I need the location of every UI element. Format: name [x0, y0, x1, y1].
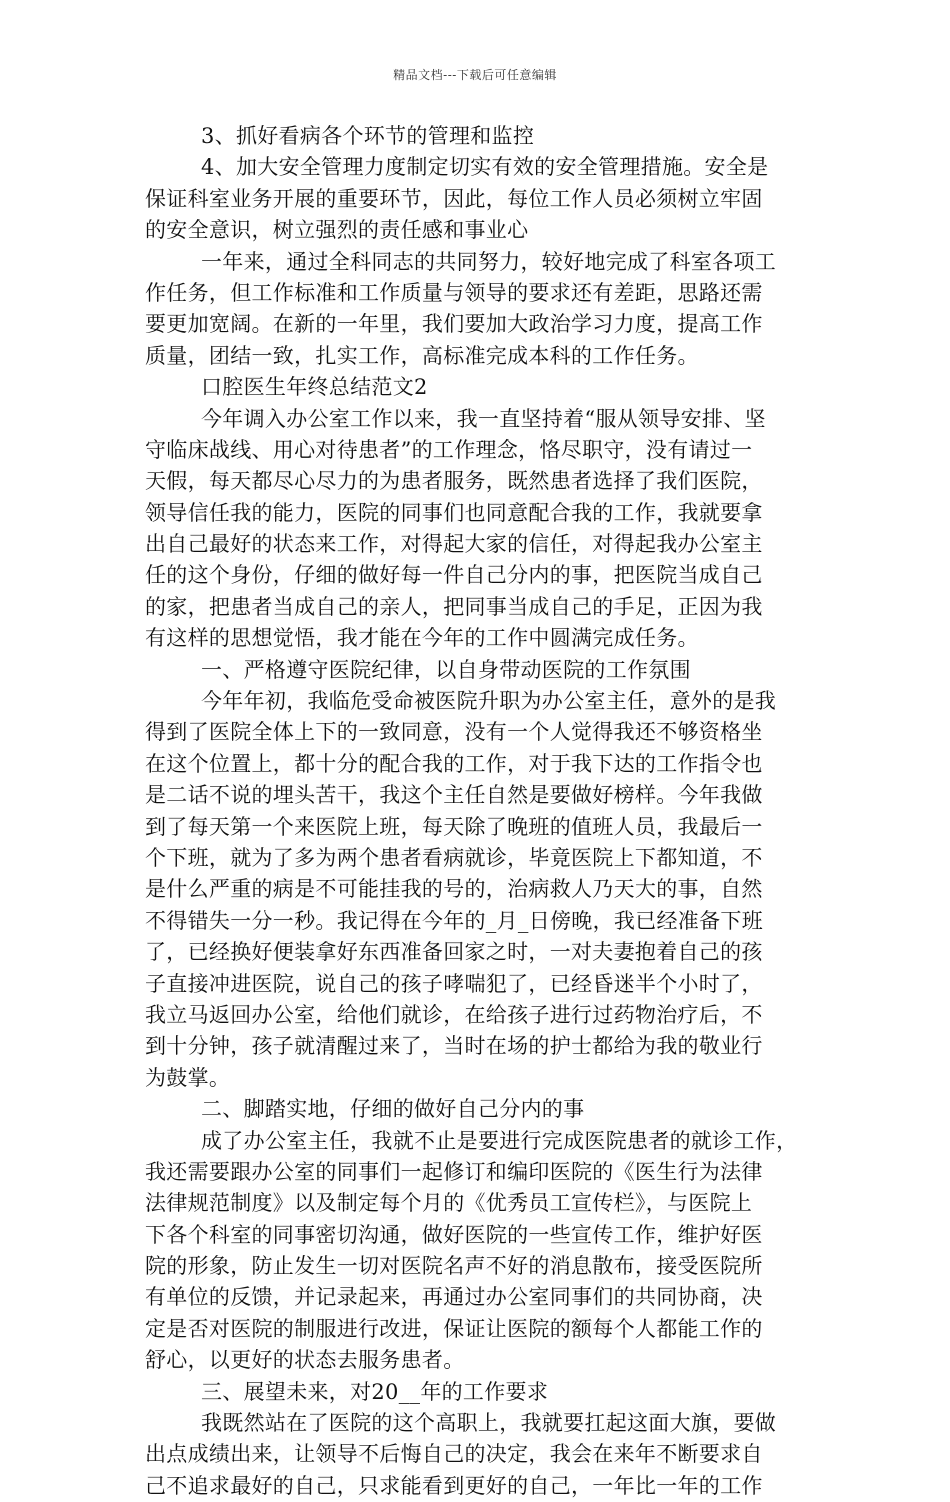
text-line: 是什么严重的病是不可能挂我的号的，治病救人乃天大的事，自然: [145, 877, 763, 902]
text-line: 我既然站在了医院的这个高职上，我就要扛起这面大旗，要做: [201, 1411, 777, 1436]
text-line: 为鼓掌。: [145, 1065, 231, 1090]
text-line: 了，已经换好便装拿好东西准备回家之时，一对夫妻抱着自己的孩: [145, 940, 763, 965]
text-line: 领导信任我的能力，医院的同事们也同意配合我的工作，我就要拿: [145, 500, 763, 525]
text-line: 一年来，通过全科同志的共同努力，较好地完成了科室各项工: [201, 249, 777, 274]
text-line: 院的形象，防止发生一切对医院名声不好的消息散布，接受医院所: [145, 1254, 763, 1279]
text-line: 二、脚踏实地，仔细的做好自己分内的事: [201, 1097, 585, 1122]
text-line: 出点成绩出来，让领导不后悔自己的决定，我会在来年不断要求自: [145, 1442, 763, 1467]
text-line: 一、严格遵守医院纪律，以自身带动医院的工作氛围: [201, 657, 691, 682]
text-line: 的家，把患者当成自己的亲人，把同事当成自己的手足，正因为我: [145, 594, 763, 619]
text-line: 得到了医院全体上下的一致同意，没有一个人觉得我还不够资格坐: [145, 720, 763, 745]
text-line: 天假，每天都尽心尽力的为患者服务，既然患者选择了我们医院，: [145, 469, 763, 494]
text-line: 任的这个身份，仔细的做好每一件自己分内的事，把医院当成自己: [145, 563, 763, 588]
text-line: 出自己最好的状态来工作，对得起大家的信任，对得起我办公室主: [145, 532, 763, 557]
text-line: 在这个位置上，都十分的配合我的工作，对于我下达的工作指令也: [145, 751, 763, 776]
text-line: 己不追求最好的自己，只求能看到更好的自己，一年比一年的工作: [145, 1473, 763, 1498]
text-line: 定是否对医院的制服进行改进，保证让医院的额每个人都能工作的: [145, 1316, 763, 1341]
text-line: 的安全意识，树立强烈的责任感和事业心: [145, 218, 529, 243]
text-line: 守临床战线、用心对待患者”的工作理念，恪尽职守，没有请过一: [145, 437, 753, 462]
text-line: 法律规范制度》以及制定每个月的《优秀员工宣传栏》，与医院上: [145, 1191, 753, 1216]
text-line: 个下班，就为了多为两个患者看病就诊，毕竟医院上下都知道，不: [145, 845, 763, 870]
text-line: 不得错失一分一秒。我记得在今年的_月_日傍晚，我已经准备下班: [145, 908, 763, 933]
text-line: 子直接冲进医院，说自己的孩子哮喘犯了，已经昏迷半个小时了，: [145, 971, 763, 996]
text-line: 下各个科室的同事密切沟通，做好医院的一些宣传工作，维护好医: [145, 1222, 763, 1247]
text-line: 是二话不说的埋头苦干，我这个主任自然是要做好榜样。今年我做: [145, 783, 763, 808]
text-line: 作任务，但工作标准和工作质量与领导的要求还有差距，思路还需: [145, 280, 763, 305]
document-body: [145, 121, 815, 1502]
text-line: 有单位的反馈，并记录起来，再通过办公室同事们的共同协商，决: [145, 1285, 763, 1310]
page-header: 精品文档---下载后可任意编辑: [393, 68, 557, 82]
text-line: 到十分钟，孩子就清醒过来了，当时在场的护士都给为我的敬业行: [145, 1034, 763, 1059]
text-line: 口腔医生年终总结范文2: [201, 375, 428, 400]
text-line: 4、加大安全管理力度制定切实有效的安全管理措施。安全是: [201, 155, 769, 180]
text-line: 今年年初，我临危受命被医院升职为办公室主任，意外的是我: [201, 689, 777, 714]
text-line: 我立马返回办公室，给他们就诊，在给孩子进行过药物治疗后，不: [145, 1002, 763, 1027]
text-line: 舒心，以更好的状态去服务患者。: [145, 1348, 465, 1373]
text-line: 要更加宽阔。在新的一年里，我们要加大政治学习力度，提高工作: [145, 312, 763, 337]
text-line: 质量，团结一致，扎实工作，高标准完成本科的工作任务。: [145, 343, 699, 368]
text-line: 成了办公室主任，我就不止是要进行完成医院患者的就诊工作，: [201, 1128, 798, 1153]
text-line: 保证科室业务开展的重要环节，因此，每位工作人员必须树立牢固: [145, 186, 763, 211]
text-line: 我还需要跟办公室的同事们一起修订和编印医院的《医生行为法律: [145, 1159, 763, 1184]
text-line: 三、展望未来，对20__年的工作要求: [201, 1379, 549, 1404]
text-line: 今年调入办公室工作以来，我一直坚持着“服从领导安排、坚: [201, 406, 766, 431]
text-line: 到了每天第一个来医院上班，每天除了晚班的值班人员，我最后一: [145, 814, 763, 839]
text-line: 3、抓好看病各个环节的管理和监控: [201, 124, 535, 148]
text-line: 有这样的思想觉悟，我才能在今年的工作中圆满完成任务。: [145, 626, 699, 651]
